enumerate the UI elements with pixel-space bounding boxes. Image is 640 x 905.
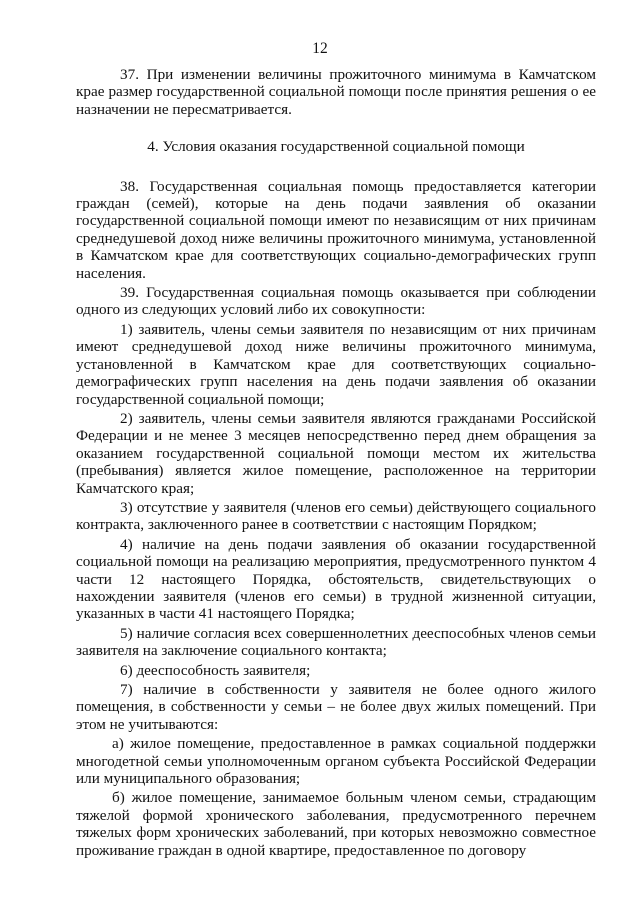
- page-number: 12: [312, 40, 328, 57]
- paragraph-39: 39. Государственная социальная помощь оказывается при соблюдении одного из следующих условий либо их совокупности:: [76, 284, 596, 319]
- condition-3: 3) отсутствие у заявителя (членов его семьи) действующего социального контракта, заключенного ранее в соответствии с настоящим Порядком;: [76, 498, 596, 534]
- condition-7: 7) наличие в собственности у заявителя не более одного жилого помещения, в собственности у семьи – не более двух жилых помещений. При этом не учитываются:: [76, 681, 596, 733]
- section-heading: 4. Условия оказания государственной социальной помощи: [147, 138, 525, 156]
- condition-1: 1) заявитель, члены семьи заявителя по независящим от них причинам имеют среднедушевой доход ниже величины прожиточного минимума, установленной в Камчатском крае для соответствующих социально-демографических групп населения на день подачи заявления об оказании государственной социальной помощи;: [76, 320, 596, 408]
- condition-7-a: а) жилое помещение, предоставленное в рамках социальной поддержки многодетной семьи уполномоченным органом субъекта Российской Федерации или муниципального образования;: [76, 735, 596, 788]
- condition-6: 6) дееспособность заявителя;: [120, 661, 311, 679]
- condition-4: 4) наличие на день подачи заявления об оказании государственной социальной помощи на реализацию мероприятия, предусмотренного пунктом 4 части 12 настоящего Порядка, обстоятельств, свидетельствующих о нахождении заявителя (членов его семьи) в трудной жизненной ситуации, указанных в части 41 настоящего Порядка;: [76, 535, 596, 623]
- document-body: [76, 66, 596, 859]
- paragraph-37: 37. При изменении величины прожиточного минимума в Камчатском крае размер государственной социальной помощи после принятия решения о ее назначении не пересматривается.: [76, 66, 596, 118]
- condition-7-b: б) жилое помещение, занимаемое больным членом семьи, страдающим тяжелой формой хронического заболевания, предусмотренного перечнем тяжелых форм хронических заболеваний, при которых невозможно совместное проживание граждан в одной квартире, предоставленное по договору: [76, 789, 596, 859]
- condition-2: 2) заявитель, члены семьи заявителя являются гражданами Российской Федерации и не менее 3 месяцев непосредственно перед днем обращения за оказанием государственной социальной помощи местом их жительства (пребывания) является жилое помещение, расположенное на территории Камчатского края;: [76, 409, 596, 497]
- paragraph-38: 38. Государственная социальная помощь предоставляется категории граждан (семей), которые на день подачи заявления об оказании государственной социальной помощи имеют по независящим от них причинам среднедушевой доход ниже величины прожиточного минимума, установленной в Камчатском крае для соответствующих социально-демографических групп населения.: [76, 177, 596, 282]
- condition-5: 5) наличие согласия всех совершеннолетних дееспособных членов семьи заявителя на заключение социального контакта;: [76, 624, 596, 660]
